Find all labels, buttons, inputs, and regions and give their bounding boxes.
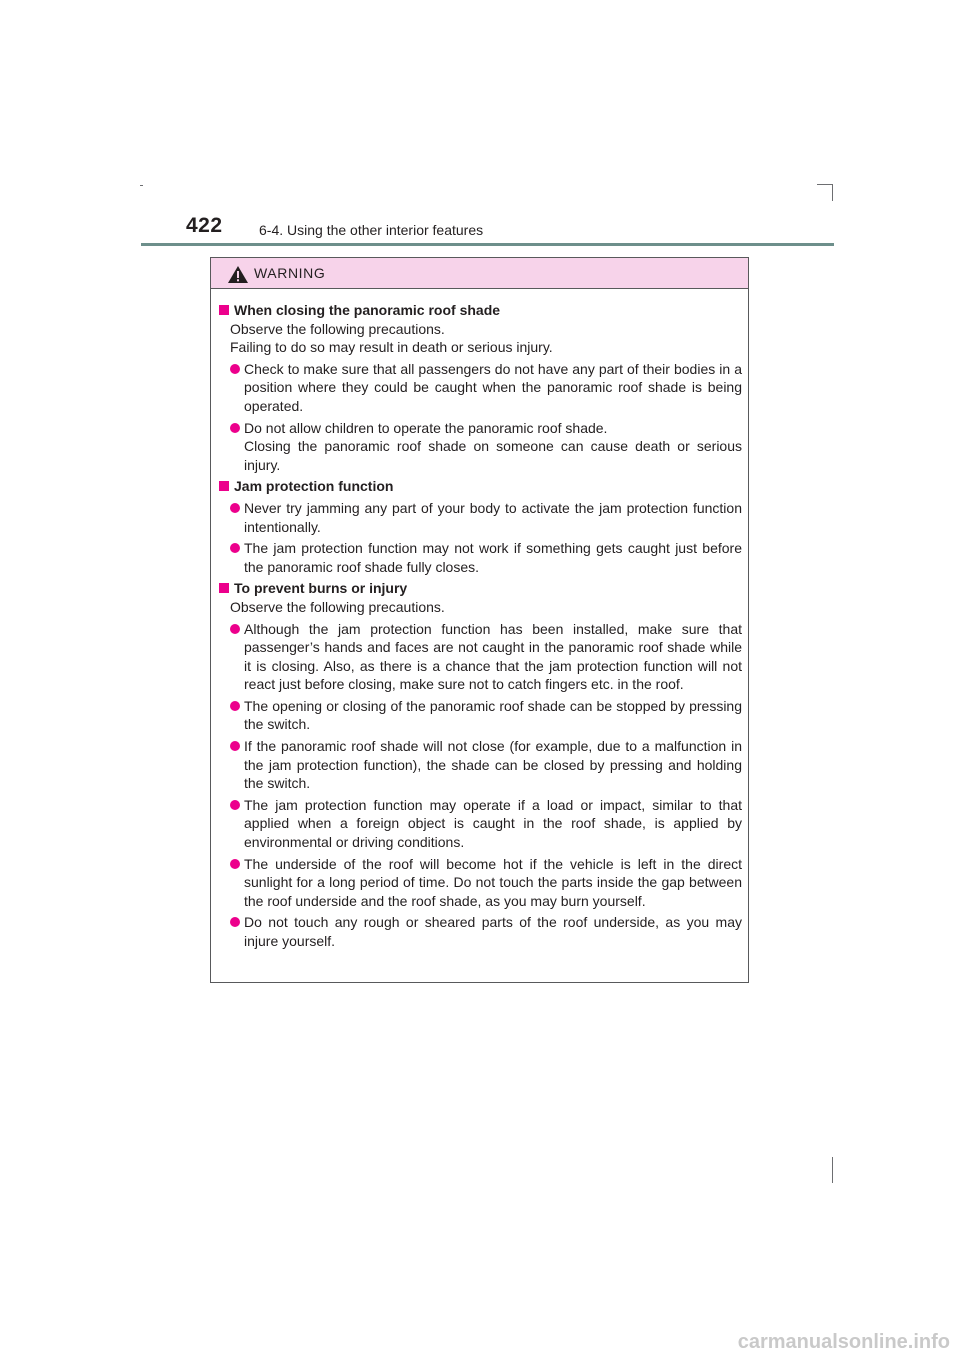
bullet-text	[244, 697, 742, 734]
bullet-line: Check to make sure that all passengers do not have any part of their bodies in a position where they could be caught when the panoramic roof shade is being operated.	[244, 360, 742, 414]
circle-bullet-icon	[230, 917, 240, 927]
circle-bullet-icon	[230, 800, 240, 810]
circle-bullet-icon	[230, 624, 240, 634]
crop-mark-bottom-right	[832, 1157, 833, 1183]
bullet-text	[244, 539, 742, 576]
bullet-text	[244, 796, 742, 852]
bullet-line: The jam protection function may operate if a load or impact, similar to that applied when a foreign object is caught in the roof shade, is applied by environmental or driving conditions.	[244, 796, 742, 851]
circle-bullet-icon	[230, 423, 240, 433]
bullet-text	[244, 737, 742, 793]
bullet-item	[230, 360, 742, 416]
paragraph: Observe the following precautions.	[230, 320, 445, 337]
paragraph: Observe the following precautions.	[230, 598, 445, 615]
bullet-line: The opening or closing of the panoramic roof shade can be stopped by pressing the switch.	[244, 697, 742, 733]
bullet-item	[230, 620, 742, 694]
bullet-item	[230, 419, 742, 475]
warning-triangle-icon	[227, 265, 249, 284]
bullet-line: Closing the panoramic roof shade on someone can cause death or serious injury.	[244, 438, 742, 473]
bullet-item	[230, 539, 742, 576]
heading-text: Jam protection function	[234, 478, 394, 495]
page-number: 422	[186, 214, 223, 237]
page-header	[0, 0, 960, 250]
bullet-line: Do not allow children to operate the panoramic roof shade.	[244, 419, 608, 436]
bullet-item	[230, 499, 742, 536]
bullet-text	[244, 419, 742, 475]
warning-header	[211, 258, 748, 289]
bullet-item	[230, 855, 742, 911]
bullet-text	[244, 855, 742, 911]
bullet-line: The underside of the roof will become hot if the vehicle is left in the direct sunlight for a long period of time. Do not touch the parts inside the gap between the roof underside and the roof shade, as you may burn yourself.	[244, 855, 742, 909]
bullet-line: Although the jam protection function has been installed, make sure that passenger’s hands and faces are not caught in the panoramic roof shade while it is closing. Also, as there is a chance that the jam protection function will not react just before closing, make sure not to catch fingers etc. in the roof.	[244, 620, 742, 693]
circle-bullet-icon	[230, 503, 240, 513]
circle-bullet-icon	[230, 741, 240, 751]
square-bullet-icon	[219, 305, 229, 315]
bullet-item	[230, 913, 742, 950]
header-rule	[141, 243, 834, 246]
square-bullet-icon	[219, 481, 229, 491]
section-title: 6-4. Using the other interior features	[259, 222, 484, 238]
bullet-line: Never try jamming any part of your body to activate the jam protection function intentionally.	[244, 499, 742, 535]
warning-section-heading	[217, 477, 742, 496]
circle-bullet-icon	[230, 543, 240, 553]
bullet-line: Do not touch any rough or sheared parts of the roof underside, as you may injure yourself.	[244, 914, 742, 949]
heading-text: When closing the panoramic roof shade	[234, 302, 501, 318]
warning-label: WARNING	[254, 265, 326, 281]
bullet-line: If the panoramic roof shade will not close (for example, due to a malfunction in the jam protection function), the shade can be closed by pressing and holding the switch.	[244, 738, 742, 792]
bullet-text	[244, 360, 742, 416]
bullet-item	[230, 697, 742, 734]
heading-text: To prevent burns or injury	[234, 580, 408, 597]
warning-section-heading	[217, 301, 742, 320]
circle-bullet-icon	[230, 364, 240, 374]
warning-box	[210, 257, 749, 983]
bullet-text	[244, 913, 742, 950]
paragraph: Failing to do so may result in death or serious injury.	[230, 339, 553, 356]
bullet-item	[230, 737, 742, 793]
circle-bullet-icon	[230, 859, 240, 869]
warning-body	[211, 289, 748, 951]
warning-section-heading	[217, 579, 742, 598]
watermark: carmanualsonline.info	[737, 1331, 950, 1353]
bullet-text	[244, 499, 742, 536]
bullet-item	[230, 796, 742, 852]
bullet-line: The jam protection function may not work if something gets caught just before the panoramic roof shade fully closes.	[244, 540, 742, 575]
square-bullet-icon	[219, 583, 229, 593]
bullet-text	[244, 620, 742, 694]
circle-bullet-icon	[230, 701, 240, 711]
